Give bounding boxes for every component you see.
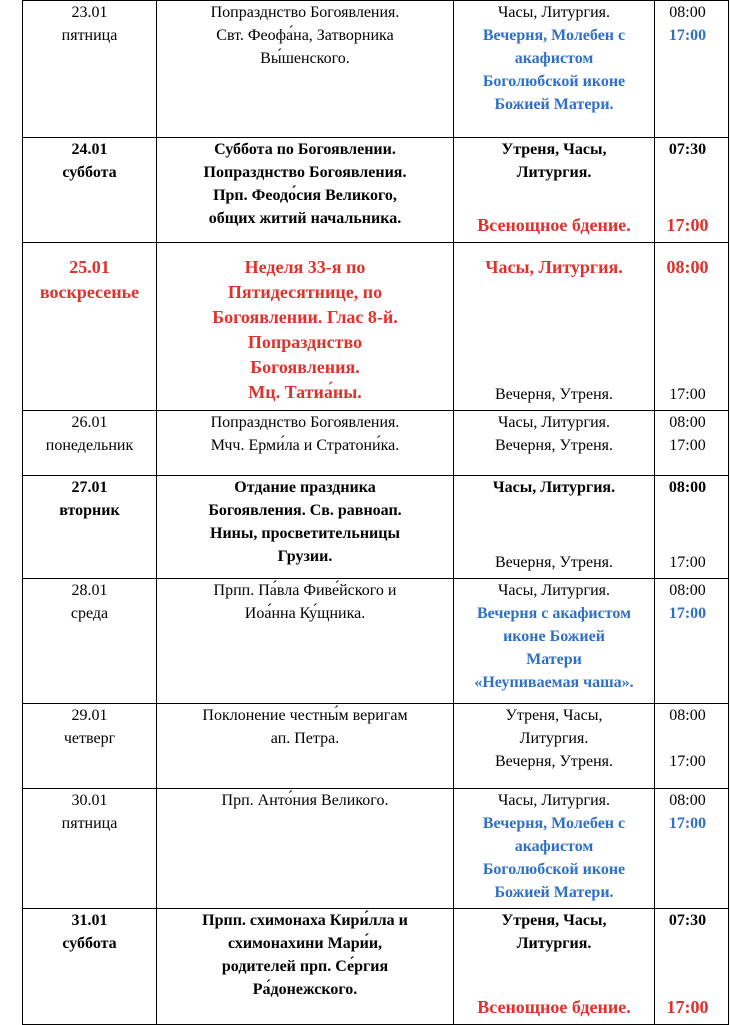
weekday-label: вторник <box>59 502 120 519</box>
date-cell <box>23 789 157 909</box>
feast-cell <box>157 411 454 476</box>
date-cell <box>23 411 157 476</box>
services-inner <box>454 909 654 1024</box>
service-time: 17:00 <box>668 605 707 622</box>
feast-cell <box>157 579 454 704</box>
date-lines <box>23 243 156 305</box>
service-time: 17:00 <box>669 554 706 571</box>
times-inner <box>655 579 720 703</box>
date-label: 24.01 <box>71 141 108 158</box>
service-time: 08:00 <box>669 582 706 599</box>
feast-line: родителей прп. Се́ргия <box>221 958 389 975</box>
service-line: Литургия. <box>519 730 589 747</box>
date-lines <box>23 704 156 750</box>
service-time: 17:00 <box>666 997 709 1017</box>
times-inner <box>655 411 720 475</box>
times-cell <box>655 138 729 243</box>
weekday-label: четверг <box>63 730 116 747</box>
schedule-row <box>23 411 729 476</box>
feast-line: Богоявления. Св. равноап. <box>208 502 402 519</box>
services-inner <box>454 243 654 410</box>
times-cell <box>655 1 729 138</box>
services-top <box>454 789 654 904</box>
services-cell <box>454 243 655 411</box>
service-line: Вечерня, Утреня. <box>495 554 613 571</box>
times-inner <box>655 909 720 1024</box>
schedule-row <box>23 1 729 138</box>
services-inner <box>454 789 654 908</box>
feast-lines <box>157 909 453 1001</box>
services-top <box>454 138 654 184</box>
times-bottom <box>655 995 720 1024</box>
weekday-label: суббота <box>62 164 117 181</box>
services-inner <box>454 1 654 137</box>
feast-lines <box>157 579 453 625</box>
services-inner <box>454 704 654 788</box>
services-inner <box>454 138 654 242</box>
feast-line: Попразднство Богоявления. <box>203 164 407 181</box>
service-line: Часы, Литургия. <box>497 414 611 431</box>
feast-lines <box>157 704 453 750</box>
times-cell <box>655 411 729 476</box>
weekday-label: воскресенье <box>39 282 140 302</box>
times-cell <box>655 789 729 909</box>
time-spacer <box>655 932 720 955</box>
service-time: 07:30 <box>668 912 707 929</box>
feast-line: Поклонение честны́м веригам <box>202 707 408 724</box>
services-cell <box>454 138 655 243</box>
times-inner <box>655 243 720 410</box>
service-time: 08:00 <box>669 4 706 21</box>
services-top <box>454 1 654 116</box>
service-time: 17:00 <box>668 27 707 44</box>
weekday-label: среда <box>70 605 109 622</box>
service-line: «Неупиваемая чаша». <box>474 674 634 691</box>
services-inner <box>454 476 654 578</box>
service-line: Часы, Литургия. <box>497 4 611 21</box>
time-spacer <box>655 161 720 184</box>
date-label: 30.01 <box>71 792 108 809</box>
service-line: Всенощное бдение. <box>477 997 631 1017</box>
service-line: Утреня, Часы, <box>501 912 607 929</box>
times-cell <box>655 476 729 579</box>
services-bottom <box>454 213 654 242</box>
schedule-table <box>22 0 729 1025</box>
times-inner <box>655 789 720 908</box>
service-line: акафистом <box>514 838 594 855</box>
service-time: 08:00 <box>668 479 707 496</box>
date-label: 27.01 <box>71 479 108 496</box>
feast-lines <box>157 411 453 457</box>
date-cell <box>23 579 157 704</box>
feast-lines <box>157 138 453 230</box>
times-top <box>655 579 720 625</box>
date-cell <box>23 1 157 138</box>
date-cell <box>23 243 157 411</box>
service-line: Литургия. <box>516 935 592 952</box>
feast-line: Прпп. Па́вла Фиве́йского и <box>213 582 397 599</box>
times-inner <box>655 1 720 137</box>
times-top <box>655 411 720 457</box>
date-label: 28.01 <box>71 582 108 599</box>
service-time: 17:00 <box>669 386 706 403</box>
service-line: Вечерня, Молебен с <box>482 815 626 832</box>
feast-cell <box>157 909 454 1025</box>
services-top <box>454 579 654 694</box>
feast-lines <box>157 243 453 405</box>
times-bottom <box>655 383 720 410</box>
services-bottom <box>454 551 654 578</box>
service-time: 08:00 <box>669 414 706 431</box>
date-cell <box>23 138 157 243</box>
services-top <box>454 476 654 499</box>
service-line: Литургия. <box>516 164 592 181</box>
service-line: Вечерня, Утреня. <box>495 437 613 454</box>
date-label: 29.01 <box>71 707 108 724</box>
date-lines <box>23 138 156 184</box>
times-bottom <box>655 551 720 578</box>
date-cell <box>23 704 157 789</box>
service-time: 07:30 <box>668 141 707 158</box>
schedule-row <box>23 243 729 411</box>
feast-lines <box>157 476 453 568</box>
times-cell <box>655 579 729 704</box>
time-spacer <box>655 727 720 750</box>
times-top <box>655 1 720 47</box>
feast-line: Мц. Татиа́ны. <box>248 382 362 402</box>
service-time: 08:00 <box>669 707 706 724</box>
feast-line: Свт. Феофа́на, Затворника <box>216 27 394 44</box>
service-line: Утреня, Часы, <box>505 707 603 724</box>
service-line: Матери <box>526 651 582 668</box>
services-cell <box>454 476 655 579</box>
feast-cell <box>157 138 454 243</box>
services-cell <box>454 411 655 476</box>
feast-lines <box>157 1 453 70</box>
times-top <box>655 476 720 499</box>
feast-cell <box>157 1 454 138</box>
service-line: Божией Матери. <box>494 884 614 901</box>
service-line: Божией Матери. <box>494 96 614 113</box>
feast-cell <box>157 704 454 789</box>
services-inner <box>454 411 654 475</box>
service-line: акафистом <box>514 50 594 67</box>
date-label: 25.01 <box>69 257 110 277</box>
services-cell <box>454 1 655 138</box>
feast-cell <box>157 789 454 909</box>
date-lines <box>23 411 156 457</box>
weekday-label: суббота <box>62 935 117 952</box>
times-top <box>655 138 720 184</box>
date-cell <box>23 476 157 579</box>
feast-line: ап. Петра. <box>270 730 340 747</box>
times-cell <box>655 243 729 411</box>
service-time: 17:00 <box>669 437 706 454</box>
feast-line: Попразднство <box>247 332 363 352</box>
service-time: 08:00 <box>666 257 709 277</box>
feast-line: общих житий начальника. <box>208 210 402 227</box>
times-inner <box>655 476 720 578</box>
service-time: 17:00 <box>666 215 709 235</box>
feast-line: Пятидесятнице, по <box>227 282 383 302</box>
service-line: Часы, Литургия. <box>497 792 611 809</box>
schedule-row <box>23 909 729 1025</box>
feast-cell <box>157 476 454 579</box>
feast-lines <box>157 789 453 812</box>
date-label: 26.01 <box>71 414 108 431</box>
services-bottom <box>454 995 654 1024</box>
feast-cell <box>157 243 454 411</box>
times-bottom <box>655 213 720 242</box>
date-lines <box>23 909 156 955</box>
times-top <box>655 704 720 773</box>
date-lines <box>23 476 156 522</box>
feast-line: Мчч. Ерми́ла и Стратони́ка. <box>210 437 400 454</box>
feast-line: Отдание праздника <box>234 479 376 496</box>
service-line: Всенощное бдение. <box>477 215 631 235</box>
feast-line: Ра́донежского. <box>252 981 358 998</box>
weekday-label: понедельник <box>45 437 134 454</box>
service-line: Утреня, Часы, <box>501 141 607 158</box>
service-time: 08:00 <box>669 792 706 809</box>
service-line: Вечерня, Утреня. <box>495 753 613 770</box>
feast-line: Прпп. схимонаха Кири́лла и <box>202 912 408 929</box>
service-line: Вечерня с акафистом <box>477 605 631 622</box>
services-top <box>454 243 654 280</box>
service-line: Боголюбской иконе <box>482 861 626 878</box>
weekday-label: пятница <box>61 815 118 832</box>
date-cell <box>23 909 157 1025</box>
times-cell <box>655 704 729 789</box>
feast-line: Суббота по Богоявлении. <box>214 141 396 158</box>
schedule-body <box>23 1 729 1025</box>
services-top <box>454 411 654 457</box>
date-label: 31.01 <box>71 912 108 929</box>
date-lines <box>23 789 156 835</box>
date-label: 23.01 <box>71 4 108 21</box>
times-top <box>655 243 720 280</box>
service-line: Часы, Литургия. <box>485 257 623 277</box>
times-inner <box>655 704 720 788</box>
services-inner <box>454 579 654 703</box>
schedule-row <box>23 138 729 243</box>
service-line: Часы, Литургия. <box>497 582 611 599</box>
times-inner <box>655 138 720 242</box>
times-cell <box>655 909 729 1025</box>
date-lines <box>23 579 156 625</box>
service-line: Вечерня, Утреня. <box>495 386 613 403</box>
feast-line: Неделя 33-я по <box>244 257 366 277</box>
feast-line: Иоа́нна Ку́щника. <box>244 605 366 622</box>
schedule-row <box>23 704 729 789</box>
services-bottom <box>454 383 654 410</box>
services-top <box>454 704 654 773</box>
feast-line: схимонахини Мари́и, <box>227 935 383 952</box>
service-line: иконе Божией <box>503 628 605 645</box>
schedule-row <box>23 476 729 579</box>
feast-line: Богоявления. <box>250 357 360 377</box>
feast-line: Попразднство Богоявления. <box>210 4 400 21</box>
services-cell <box>454 909 655 1025</box>
times-top <box>655 909 720 955</box>
services-cell <box>454 704 655 789</box>
service-line: Боголюбской иконе <box>482 73 626 90</box>
feast-line: Прп. Анто́ния Великого. <box>221 792 389 809</box>
service-line: Часы, Литургия. <box>492 479 616 496</box>
feast-line: Вы́шенского. <box>260 50 350 67</box>
schedule-row <box>23 789 729 909</box>
feast-line: Грузии. <box>277 548 333 565</box>
feast-line: Попразднство Богоявления. <box>210 414 400 431</box>
feast-line: Прп. Феодо́сия Великого, <box>213 187 397 204</box>
weekday-label: пятница <box>61 27 118 44</box>
services-cell <box>454 789 655 909</box>
feast-line: Нины, просветительницы <box>210 525 400 542</box>
service-line: Вечерня, Молебен с <box>482 27 626 44</box>
schedule-row <box>23 579 729 704</box>
service-time: 17:00 <box>669 753 706 770</box>
feast-line: Богоявлении. Глас 8-й. <box>212 307 398 327</box>
date-lines <box>23 1 156 47</box>
services-cell <box>454 579 655 704</box>
times-top <box>655 789 720 835</box>
service-time: 17:00 <box>668 815 707 832</box>
services-top <box>454 909 654 955</box>
